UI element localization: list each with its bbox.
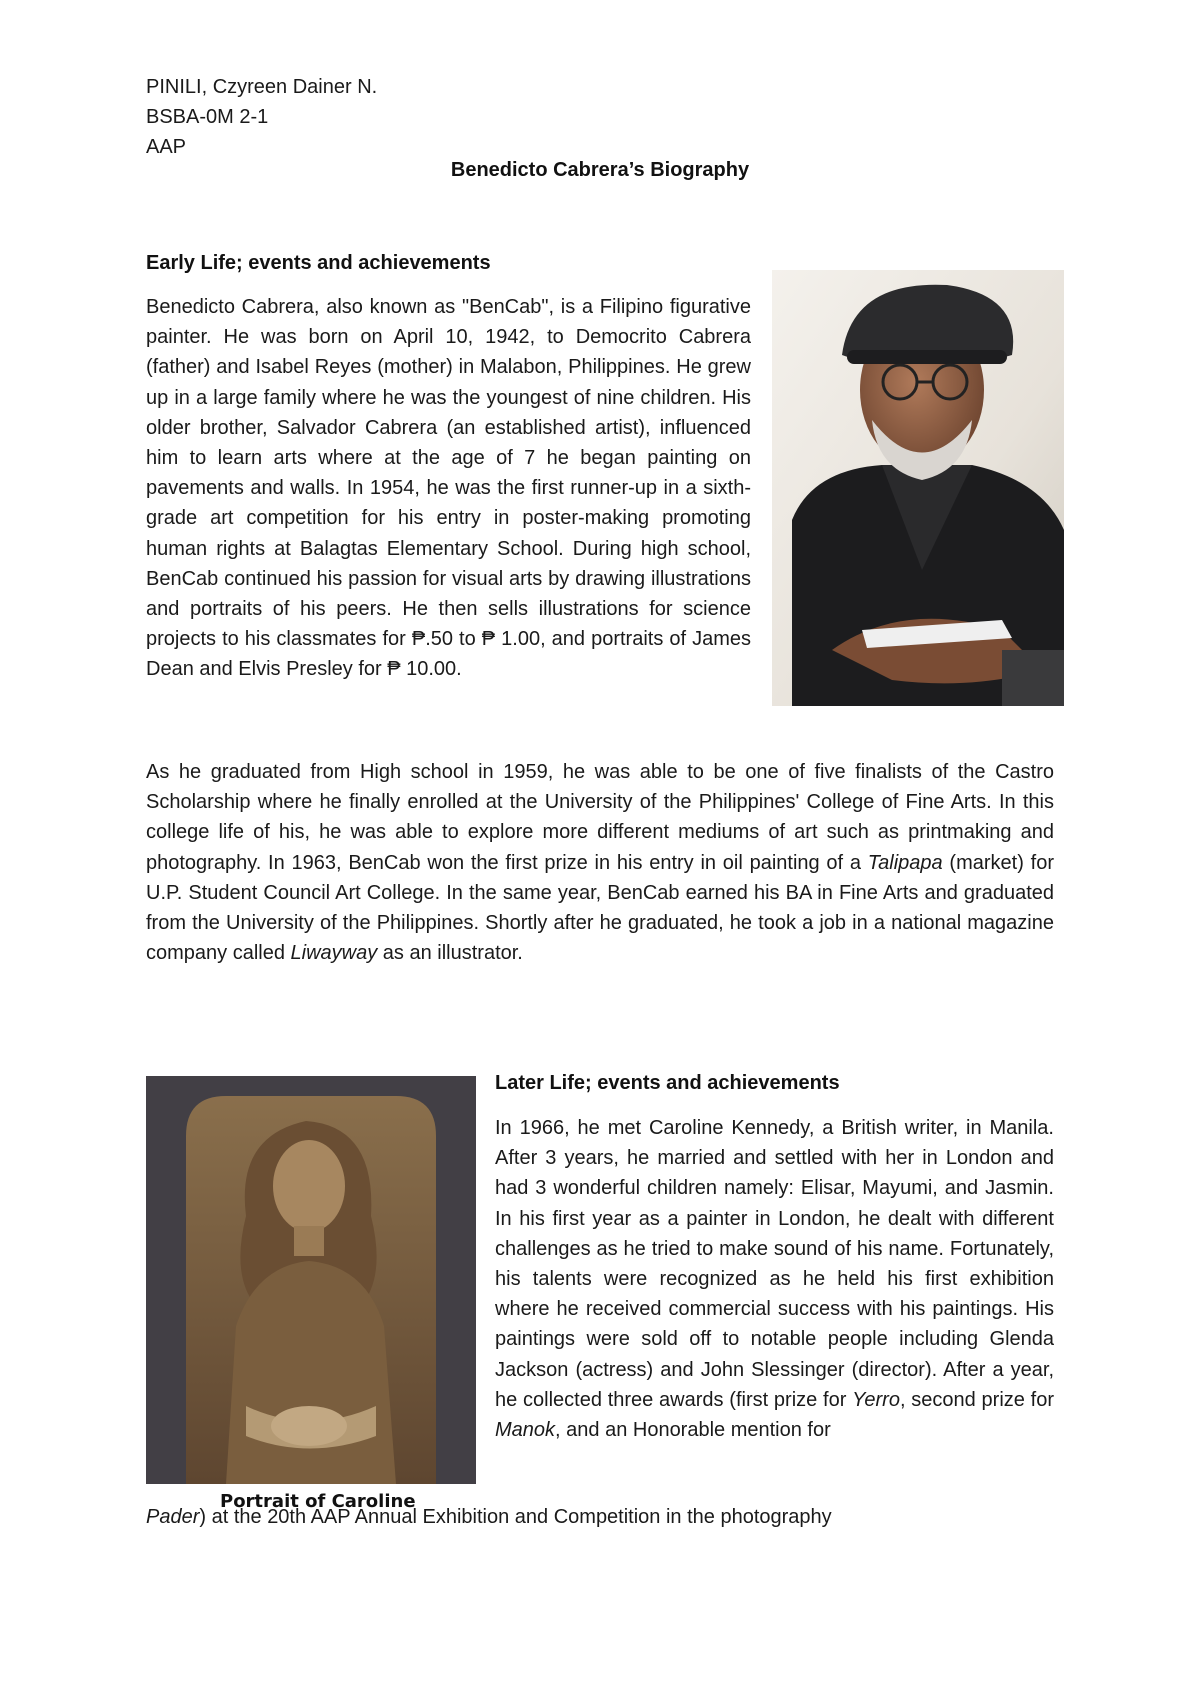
bencab-photo [772, 270, 1064, 706]
early-life-paragraph-1: Benedicto Cabrera, also known as "BenCab", is a Filipino figurative painter. He was born on April 10, 1942, to Democrito Cabrera (father) and Isabel Reyes (mother) in Malabon, Philippines. He grew up in a large family where he was the youngest of nine children. His older brother, Salvador Cabrera (an established artist), influenced him to learn arts where at the age of 7 he began painting on pavements and walls. In 1954, he was the first runner-up in a sixth-grade art competition for his entry in poster-making promoting human rights at Balagtas Elementary School. During high school, BenCab continued his passion for visual arts by drawing illustrations and portraits of his peers. He then sells illustrations for science projects to his classmates for ₱.50 to ₱ 1.00, and portraits of James Dean and Elvis Presley for ₱ 10.00. [146, 296, 751, 681]
early-life-heading: Early Life; events and achievements [146, 252, 491, 274]
later-life-paragraph [495, 1113, 1054, 1445]
later-life-text-c: , and an Honorable mention for [555, 1419, 831, 1442]
painting-caption: Portrait of Caroline [220, 1491, 416, 1512]
later-life-heading: Later Life; events and achievements [495, 1072, 840, 1094]
class-section: BSBA-0M 2-1 [146, 106, 269, 128]
caroline-portrait-image [146, 1076, 476, 1484]
liwayway-italic: Liwayway [290, 942, 378, 965]
paragraph-2-text-a: As he graduated from High school in 1959, he was able to be one of five finalists of the Castro Scholarship where he finally enrolled at the University of the Philippines' College of Fine Arts. In this college life of his, he was able to explore more different mediums of art such as printmaking and photography. In 1963, BenCab won the first prize in his entry in oil painting of a [146, 761, 1054, 874]
manok-italic: Manok [495, 1419, 556, 1442]
course-code: AAP [146, 136, 187, 158]
author-name: PINILI, Czyreen Dainer N. [146, 76, 378, 98]
early-life-paragraph-2 [146, 757, 1054, 968]
later-life-text-b: , second prize for [899, 1388, 1054, 1411]
paragraph-2-text-c: as an illustrator. [377, 942, 523, 965]
pader-italic: Pader [146, 1506, 200, 1528]
later-life-continuation [146, 1502, 1054, 1532]
later-life-text-a: In 1966, he met Caroline Kennedy, a British writer, in Manila. After 3 years, he married and settled with her in London and had 3 wonderful children namely: Elisar, Mayumi, and Jasmin. In his first year as a painter in London, he dealt with different challenges as he tried to make sound of his name. Fortunately, his talents were recognized as he held his first exhibition where he received commercial success with his paintings. His paintings were sold off to notable people including Glenda Jackson (actress) and John Slessinger (director). After a year, he collected three awards (first prize for [495, 1117, 1054, 1411]
caroline-painting [146, 1076, 476, 1484]
yerro-italic: Yerro [852, 1388, 900, 1411]
bencab-portrait-image [772, 270, 1064, 706]
talipapa-italic: Talipapa [867, 851, 943, 874]
later-life-text-d: ) at the 20th AAP Annual Exhibition and Competition in the photography [199, 1506, 832, 1528]
document-title: Benedicto Cabrera’s Biography [450, 159, 750, 181]
paragraph-2-text-b: (market) for U.P. Student Council Art College. In the same year, BenCab earned his BA in Fine Arts and graduated from the University of the Philippines. Shortly after he graduated, he took a job in a national magazine company called [146, 851, 1054, 965]
